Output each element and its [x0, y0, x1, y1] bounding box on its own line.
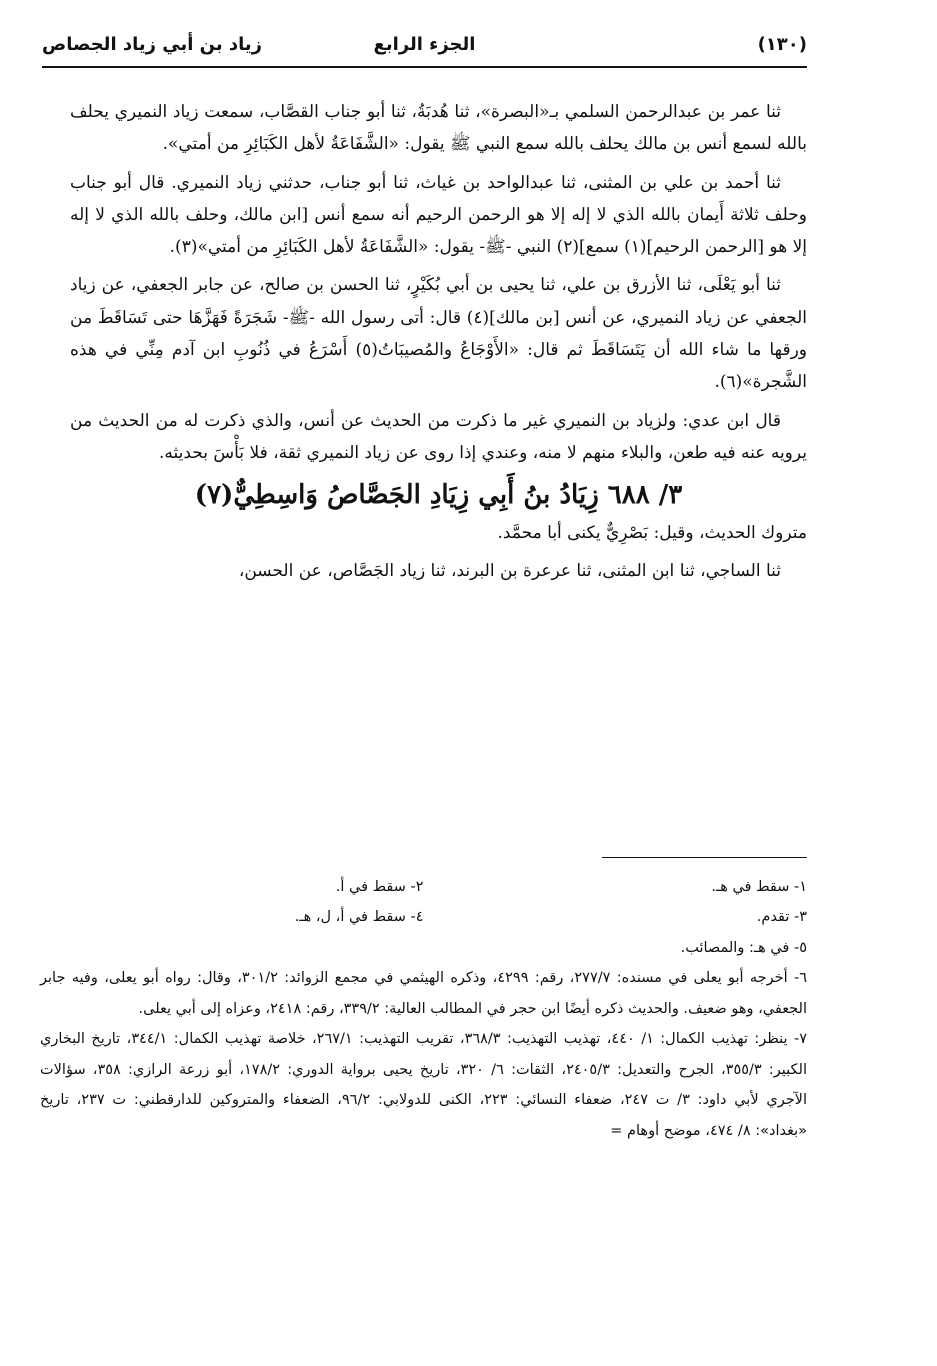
footnote-4: ٤- سقط في أ، ل، هـ.: [294, 909, 424, 926]
paragraph: ثنا أبو يَعْلَى، ثنا الأزرق بن علي، ثنا يحيى بن أبي بُكَيْرٍ، ثنا الحسن بن صالح، عن جابر الجعفي، عن زياد الجعفي عن زياد النميري، عن أنس [بن مالك](٤) قال: أتى رسول الله -ﷺ- شَجَرَةً فَهَزَّهَا حتى تَسَاقَطَ من ورقها ما شاء الله أن يَتَسَاقَطَ ثم قال: «الأَوْجَاعُ والمُصيبَاتُ(٥) أَسْرَعُ في ذُنُوبِ ابن آدم مِنِّي في هذه الشَّجرة»(٦).: [70, 275, 808, 393]
main-text: [70, 96, 807, 593]
footnote-row: [40, 902, 807, 932]
footnotes: [40, 872, 807, 1146]
running-title: زياد بن أبي زياد الجصاص: [42, 34, 263, 55]
footnote-2: ٢- سقط في أ.: [335, 879, 424, 895]
part-label: الجزء الرابع: [373, 34, 476, 55]
footnote-3: ٣- تقدم.: [756, 909, 807, 926]
footnote-1: ١- سقط في هـ.: [711, 879, 807, 895]
footnote-5: ٥- في هـ: والمصائب.: [680, 939, 807, 956]
entry-title: ٣/ ٦٨٨ زِيَادُ بنُ أَبِي زِيَادِ الجَصَّاصُ وَاسِطِيٌّ(٧): [194, 480, 683, 511]
footnote-7: ٧- ينظر: تهذيب الكمال: ١/ ٤٤٠، تهذيب التهذيب: ٣٦٨/٣، تقريب التهذيب: ٢٦٧/١، خلاصة تهذيب الكمال: ٣٤٤/١، تاريخ البخاري الكبير: ٣٥٥/٣، الجرح والتعديل: ٢٤٠٥/٣، الثقات: ٦/ ٣٢٠، تاريخ يحيى برواية الدوري: ١٧٨/٢، أبو زرعة الرازي: ٣٥٨، سؤالات الآجري لأبي داود: ٣/ ت ٢٤٧، ضعفاء النسائي: ٢٢٣، الكنى للدولابي: ٩٦/٢، الضعفاء والمتروكين للدارقطني: ت ٢٣٧، تاريخ «بغداد»: ٨/ ٤٧٤، موضح أوهام =: [40, 1031, 808, 1139]
paragraph: ثنا عمر بن عبدالرحمن السلمي بـ«البصرة»، ثنا هُدبَةُ، ثنا أبو جناب القصَّاب، سمعت زياد النميري يحلف بالله لسمع أنس بن مالك يحلف بالله سمع النبي ﷺ يقول: «الشَّفَاعَةُ لأهل الكَبَائِرِ من أمتي».: [70, 102, 807, 155]
footnote-row: [40, 872, 807, 902]
paragraph: ثنا الساجي، ثنا ابن المثنى، ثنا عرعرة بن البرند، ثنا زياد الجَصَّاص، عن الحسن،: [238, 561, 781, 582]
page-number: (١٣٠): [757, 34, 807, 55]
footnote-separator: [602, 857, 807, 858]
page-header: [42, 30, 807, 68]
paragraph: ثنا أحمد بن علي بن المثنى، ثنا عبدالواحد بن غياث، ثنا أبو جناب، حدثني زياد النميري. قال أبو جناب وحلف ثلاثة أَيمان بالله الذي لا إله إلا هو الرحمن الرحيم أنه سمع أنس [ابن مالك، وحلف بالله الذي لا إله إلا هو [الرحمن الرحيم](١) سمع](٢) النبي -ﷺ- يقول: «الشَّفَاعَةُ لأهل الكَبَائِرِ من أمتي»(٣).: [70, 172, 807, 258]
paragraph: قال ابن عدي: ولزياد بن النميري غير ما ذكرت من الحديث عن أنس، والذي ذكرت له من الحديث من يرويه عنه فيه طعن، والبلاء منهم لا منه، وعندي إذا روى عن زياد النميري ثقة، فلا بَأْسَ بحديثه.: [70, 410, 807, 463]
paragraph: متروك الحديث، وقيل: بَصْرِيٌّ يكنى أبا محمَّد.: [497, 522, 807, 543]
footnote-6: ٦- أخرجه أبو يعلى في مسنده: ٢٧٧/٧، رقم: ٤٢٩٩، وذكره الهيثمي في مجمع الزوائد: ٣٠١/٢، وقال: رواه أبو يعلى، وفيه جابر الجعفي، وهو ضعيف. والحديث ذكره أيضًا ابن حجر في المطالب العالية: ٣٣٩/٢، رقم: ٢٤١٨، وعزاه إلى أبي يعلى.: [40, 970, 807, 1017]
